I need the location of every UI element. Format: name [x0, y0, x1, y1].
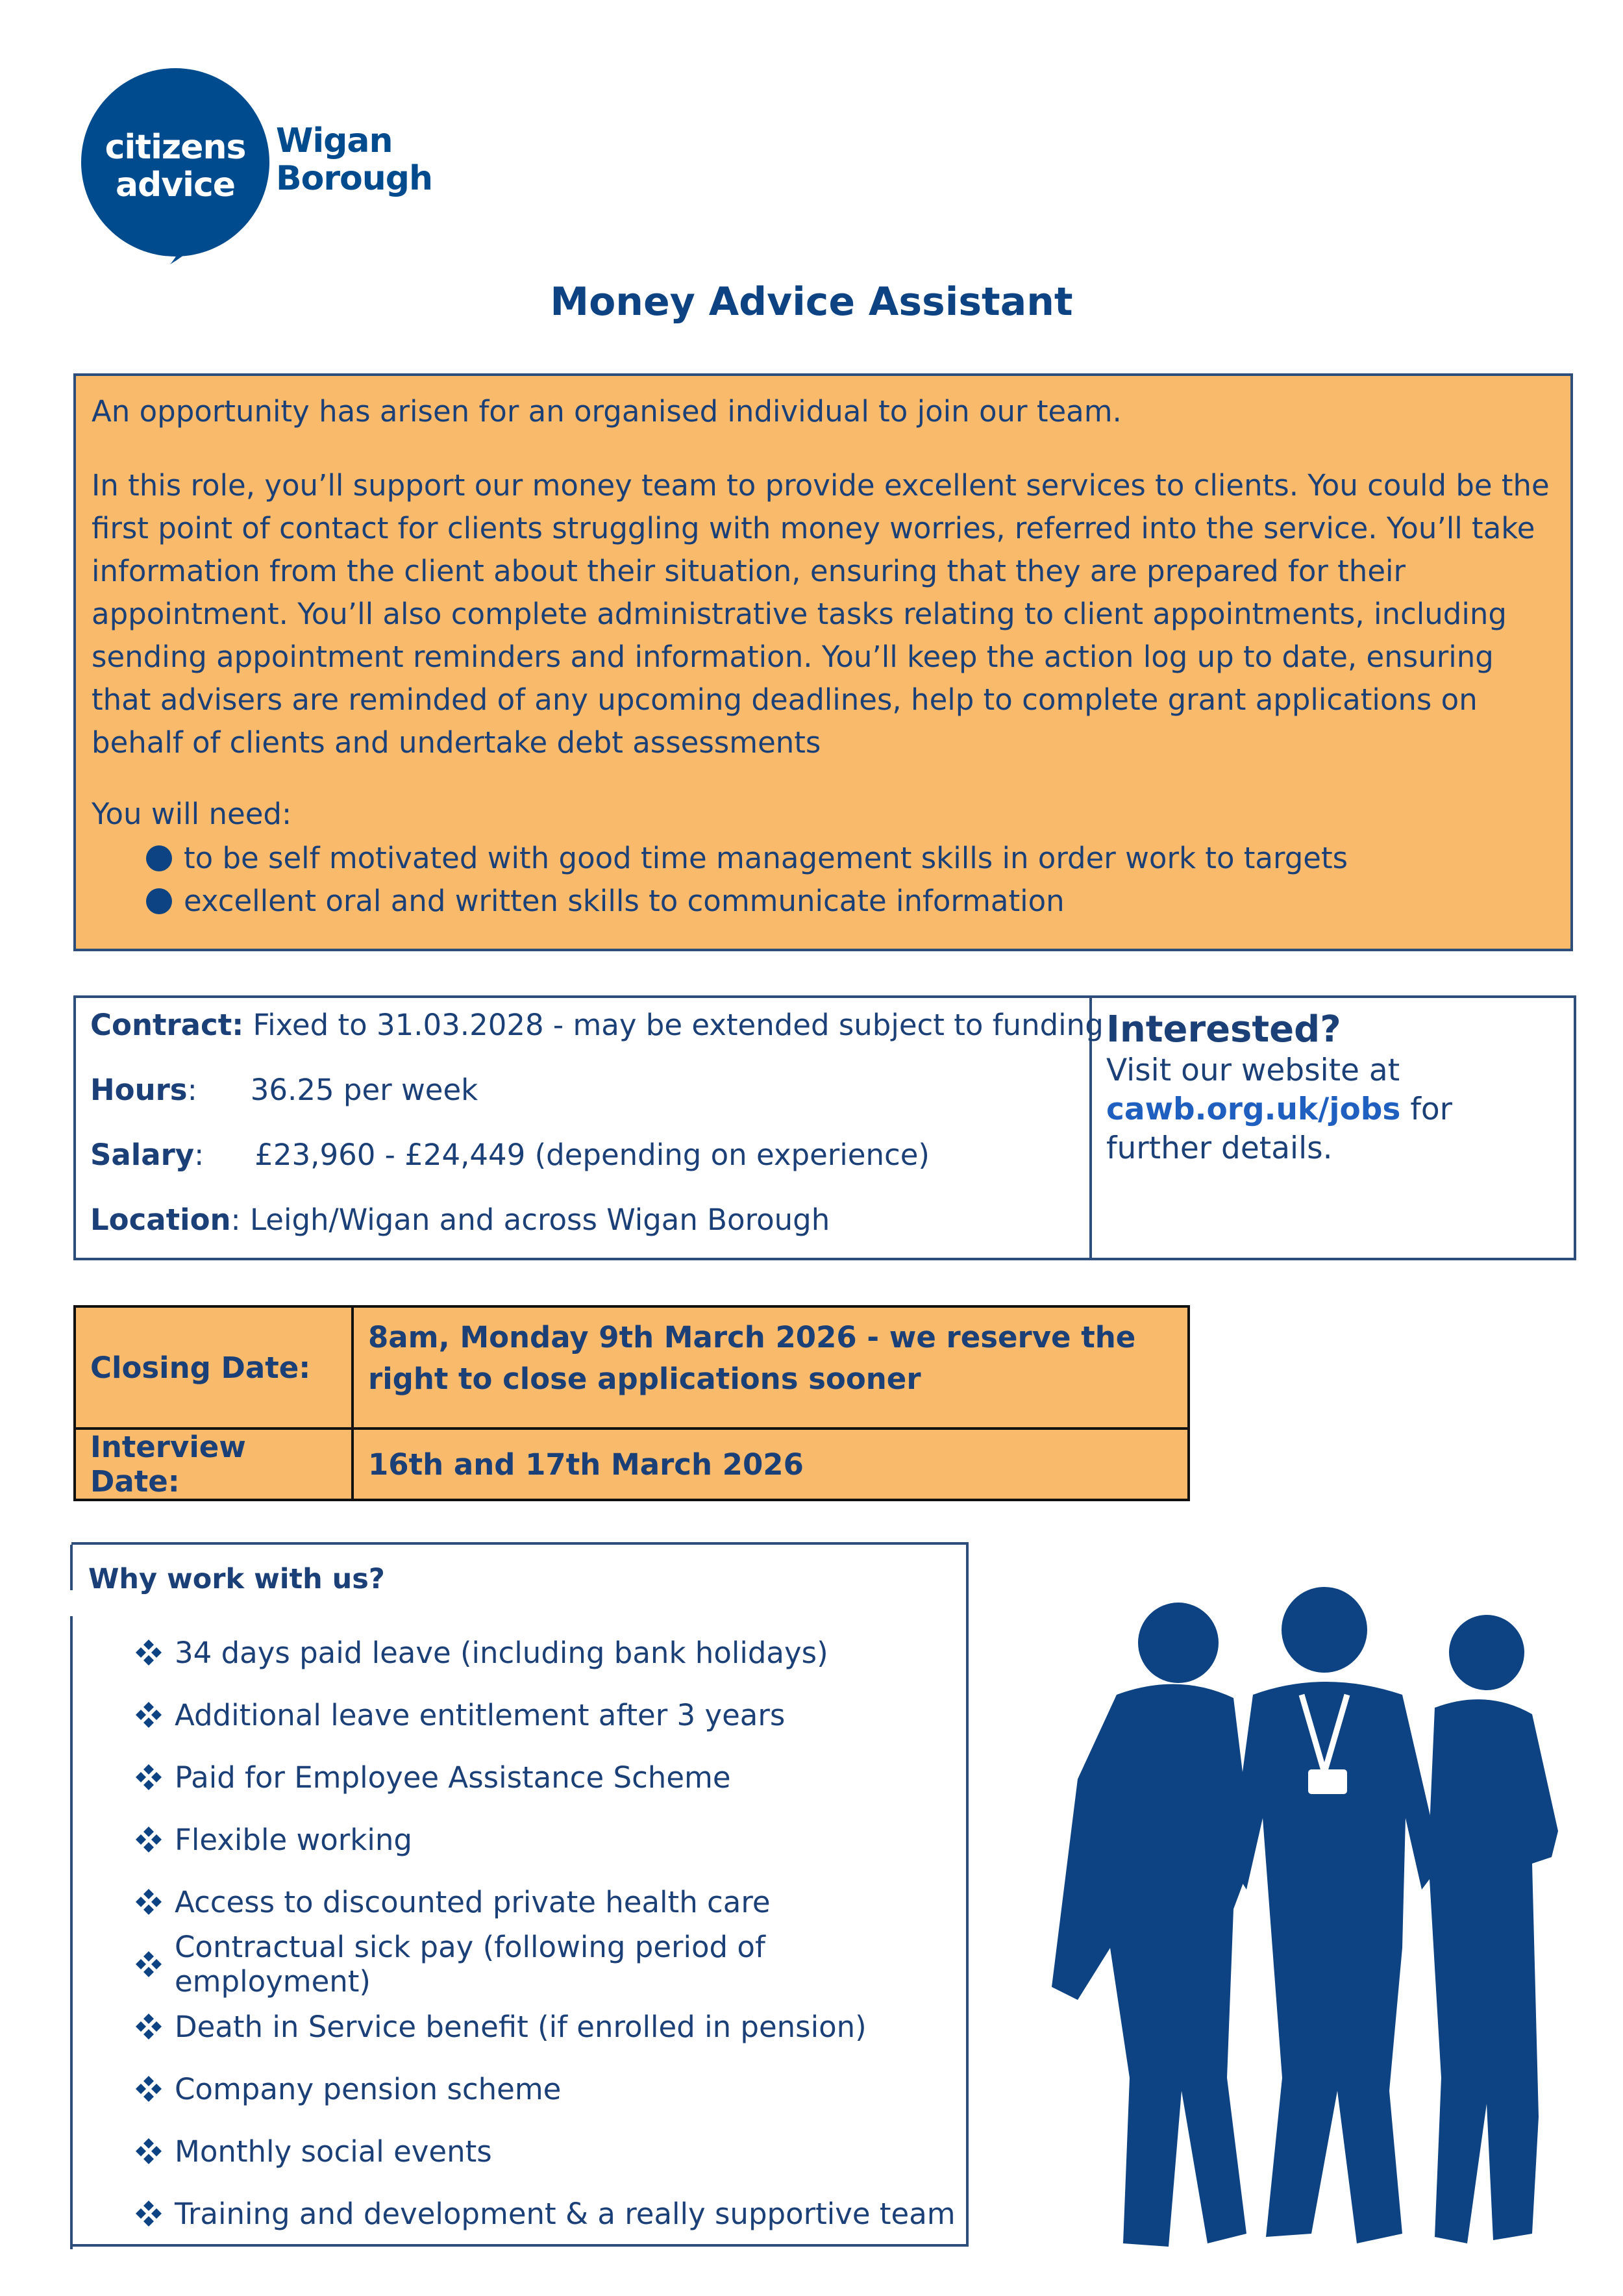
diamond-bullet-icon [133, 1762, 164, 1793]
closing-date-value: 8am, Monday 9th March 2026 - we reserve the right to close applications sooner [353, 1306, 1189, 1429]
diamond-bullet-icon [133, 2073, 164, 2104]
diamond-bullet-icon [133, 1949, 164, 1980]
list-item: Flexible working [133, 1808, 966, 1871]
interested-heading: Interested? [1106, 1008, 1341, 1051]
list-item: to be self motivated with good time management skills in order work to targets [146, 837, 1552, 880]
requirements-list [146, 837, 1552, 923]
list-item: 34 days paid leave (including bank holidays) [133, 1621, 966, 1684]
box-border [70, 1545, 73, 1590]
diamond-bullet-icon [133, 1699, 164, 1730]
interested-panel [1092, 998, 1574, 1258]
list-item: Training and development & a really supportive team [133, 2182, 966, 2245]
intro-paragraph-2: In this role, you’ll support our money team to provide excellent services to clients. You could be the first point of contact for clients struggling with money worries, referred into the service. You’ll take information from the client about their situation, ensuring that they are prepared for their appointment. You’ll also complete administrative tasks relating to client appointments, including sending appointment reminders and information. You’ll keep the action log up to date, ensuring that advisers are reminded of any upcoming deadlines, help to complete grant applications on behalf of clients and undertake debt assessments [92, 468, 1550, 760]
intro-box [73, 373, 1573, 951]
diamond-bullet-icon [133, 1637, 164, 1668]
intro-paragraph-1: An opportunity has arisen for an organised individual to join our team. [92, 394, 1122, 429]
location-row: Location: Leigh/Wigan and across Wigan Borough [90, 1203, 830, 1237]
list-item: Additional leave entitlement after 3 years [133, 1684, 966, 1746]
visit-text: Visit our website at cawb.org.uk/jobs for further details. [1106, 1053, 1452, 1166]
benefits-box [71, 1542, 969, 2247]
logo-bubble-tail [169, 224, 221, 269]
contract-details-box [73, 995, 1576, 1260]
benefits-title: Why work with us? [88, 1563, 385, 1595]
closing-date-label: Closing Date: [75, 1306, 353, 1429]
table-row [75, 1306, 1189, 1429]
requirements-heading: You will need: [92, 797, 292, 831]
bullet-dot-icon [146, 845, 172, 871]
diamond-bullet-icon [133, 2198, 164, 2229]
list-item: excellent oral and written skills to communicate information [146, 880, 1552, 923]
salary-row: Salary: £23,960 - £24,449 (depending on experience) [90, 1138, 930, 1172]
logo-line-1: citizens [105, 128, 246, 167]
diamond-bullet-icon [133, 1886, 164, 1917]
list-item: Company pension scheme [133, 2058, 966, 2120]
list-item: Death in Service benefit (if enrolled in pension) [133, 1995, 966, 2058]
contract-row: Contract: Fixed to 31.03.2028 - may be extended subject to funding [90, 1008, 1104, 1042]
jobs-link[interactable]: cawb.org.uk/jobs [1106, 1092, 1401, 1127]
diamond-bullet-icon [133, 2136, 164, 2167]
list-item: Contractual sick pay (following period of employment) [133, 1933, 966, 1995]
list-item: Paid for Employee Assistance Scheme [133, 1746, 966, 1808]
staff-silhouette-illustration [1039, 1584, 1571, 2286]
contract-details [76, 998, 1104, 1258]
table-row [75, 1429, 1189, 1500]
list-item: Access to discounted private health care [133, 1871, 966, 1933]
page-title: Money Advice Assistant [550, 279, 1073, 325]
interview-date-value: 16th and 17th March 2026 [353, 1429, 1189, 1500]
box-border [70, 1616, 73, 2249]
logo-line-2: advice [115, 166, 236, 205]
diamond-bullet-icon [133, 2011, 164, 2042]
diamond-bullet-icon [133, 1824, 164, 1855]
logo-place-2: Borough [276, 159, 432, 198]
dates-table [73, 1305, 1190, 1501]
list-item: Monthly social events [133, 2120, 966, 2182]
logo-place-1: Wigan [276, 121, 393, 160]
interview-date-label: Interview Date: [75, 1429, 353, 1500]
citizens-advice-logo [81, 62, 445, 269]
bullet-dot-icon [146, 888, 172, 914]
benefits-list [133, 1621, 966, 2245]
hours-row: Hours: 36.25 per week [90, 1073, 478, 1107]
